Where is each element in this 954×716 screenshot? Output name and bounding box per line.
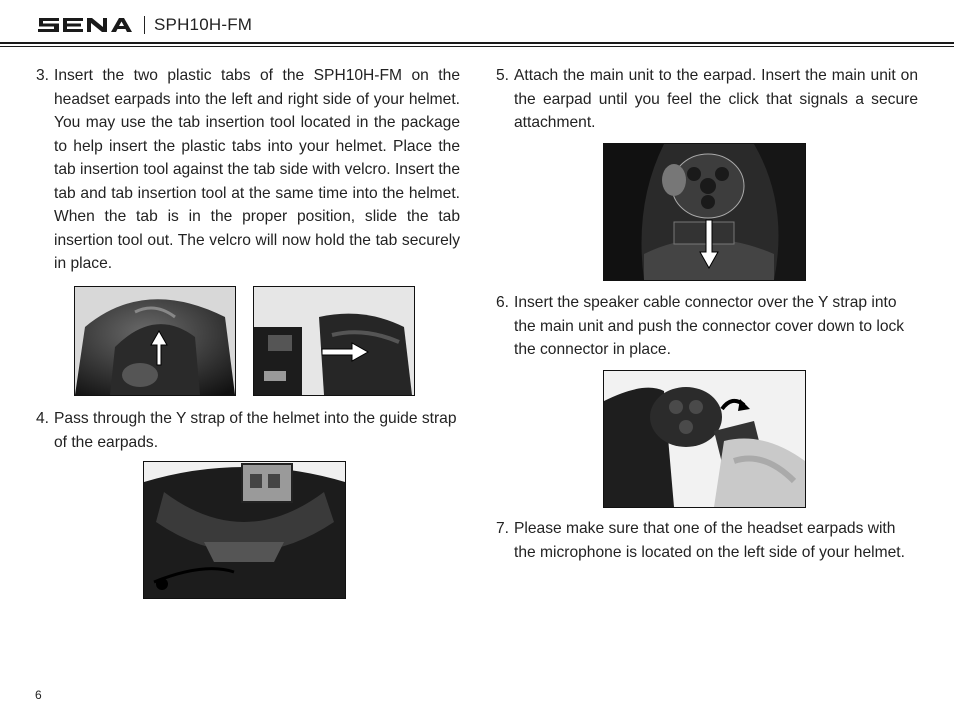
page-number: 6 [35, 688, 42, 702]
sena-logo [37, 14, 133, 36]
step-number: 4. [36, 410, 50, 427]
photo-tab-insertion [74, 286, 236, 396]
step-text: Attach the main unit to the earpad. Insert the main unit on the earpad until you feel the click that signals a secure attachment. [514, 67, 918, 131]
step-text: Please make sure that one of the headset earpads with the microphone is located on the left side of your helmet. [514, 520, 905, 561]
model-name: SPH10H-FM [154, 15, 253, 34]
photo-speaker-connector [603, 370, 806, 508]
step-text: Insert the two plastic tabs of the SPH10H-FM on the headset earpads into the left and right side of your helmet. You may use the tab insertion tool located in the package to help insert the plastic tabs into your helmet. Place the tab insertion tool against the tab side with velcro. Insert the tab and tab insertion tool at the same time into the helmet. When the tab is in the proper position, slide the tab insertion tool out. The velcro will now hold the tab securely in place. [54, 67, 460, 272]
step-text: Pass through the Y strap of the helmet into the guide strap of the earpads. [54, 410, 457, 451]
page-header [0, 0, 954, 48]
header-rule-thick [0, 42, 954, 44]
photo-attach-main-unit [603, 143, 806, 281]
step-6 [496, 291, 918, 362]
photo-tab-slide-out [253, 286, 415, 396]
step-3 [36, 64, 460, 276]
step-7 [496, 517, 918, 564]
photo-y-strap-guide [143, 461, 346, 599]
step-number: 6. [496, 294, 510, 311]
step-number: 7. [496, 520, 510, 537]
step-4 [36, 407, 460, 454]
step-number: 5. [496, 67, 510, 84]
header-separator [144, 16, 145, 34]
header-rule-thin [0, 46, 954, 47]
step-text: Insert the speaker cable connector over the Y strap into the main unit and push the connector cover down to lock the connector in place. [514, 294, 905, 358]
step-5 [496, 64, 918, 135]
step-number: 3. [36, 67, 50, 84]
